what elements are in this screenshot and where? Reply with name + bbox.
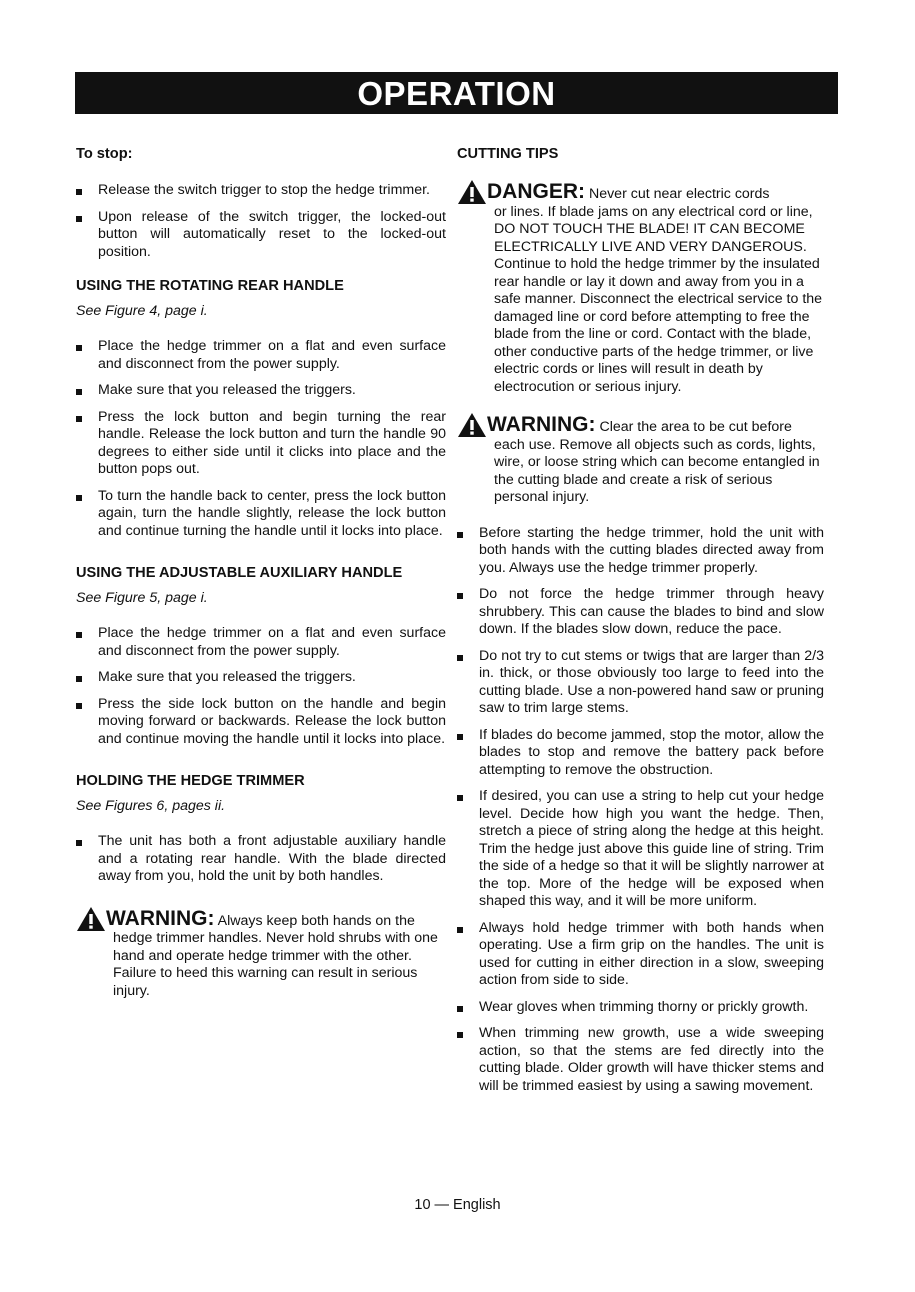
list-item: If desired, you can use a string to help cut your hedge level. Decide how high you want the hedge. Then, stretch a piece of string along the hedge at this height. Trim the hedge just above this guide line of string. Trim the side of a hedge so that it will be slightly narrower at the top. More of the hedge will be exposed when shaped this way, and it will be more uniform. bbox=[457, 788, 824, 911]
list-item: Place the hedge trimmer on a flat and even surface and disconnect from the power supply. bbox=[76, 338, 446, 373]
danger-keyword: DANGER: bbox=[487, 180, 585, 203]
list-item: When trimming new growth, use a wide sweeping action, so that the stems are fed directly into the cutting blade. Older growth will have thicker stems and will be trimmed easiest by using a sawing movement. bbox=[457, 1025, 824, 1095]
list-item: Release the switch trigger to stop the hedge trimmer. bbox=[76, 182, 446, 200]
warning-triangle-icon bbox=[457, 412, 487, 438]
list-item: Press the lock button and begin turning the rear handle. Release the lock button and turn the handle 90 degrees to either side until it clicks into place and the button pops out. bbox=[76, 409, 446, 479]
list-item: Make sure that you released the triggers. bbox=[76, 382, 446, 400]
warning-text-first: Always keep both hands on the bbox=[217, 912, 415, 929]
cutting-tips-list bbox=[457, 525, 824, 1096]
holding-list bbox=[76, 833, 446, 886]
page-footer: 10 — English bbox=[414, 1197, 501, 1213]
holding-figure-ref: See Figures 6, pages ii. bbox=[76, 798, 226, 814]
list-item: Make sure that you released the triggers. bbox=[76, 669, 446, 687]
warning-text-first: Clear the area to be cut before bbox=[599, 419, 792, 435]
list-item: Do not try to cut stems or twigs that are larger than 2/3 in. thick, or those obviously too large to feed into the cutting blade. Use a non-powered hand saw or pruning saw to trim large stems. bbox=[457, 648, 824, 718]
list-item: To turn the handle back to center, press the lock button again, turn the handle slightly, release the lock button and continue turning the handle until it locks into place. bbox=[76, 488, 446, 541]
list-item: Do not force the hedge trimmer through heavy shrubbery. This can cause the blades to bind and slow down. If the blades slow down, reduce the pace. bbox=[457, 586, 824, 639]
section-banner: OPERATION bbox=[75, 72, 838, 114]
right-column bbox=[457, 145, 824, 1095]
holding-heading: HOLDING THE HEDGE TRIMMER bbox=[76, 773, 305, 789]
list-item: Wear gloves when trimming thorny or prickly growth. bbox=[457, 999, 824, 1017]
warning-block bbox=[76, 908, 446, 1001]
left-column bbox=[76, 145, 446, 1000]
list-item: Upon release of the switch trigger, the locked-out button will automatically reset to the locked-out position. bbox=[76, 209, 446, 262]
warning-text: each use. Remove all objects such as cords, lights, wire, or loose string which can become entangled in the cutting blade and create a risk of serious personal injury. bbox=[494, 436, 820, 505]
aux-handle-figure-ref: See Figure 5, page i. bbox=[76, 590, 208, 606]
danger-text-first: Never cut near electric cords bbox=[588, 186, 770, 202]
rear-handle-list bbox=[76, 338, 446, 540]
danger-text: or lines. If blade jams on any electrical cord or line, DO NOT TOUCH THE BLADE! IT CAN BECOME ELECTRICALLY LIVE AND VERY DANGEROUS. Continue to hold the hedge trimmer by the insulated rear handle or lay it down and away from you in a safe manner. Disconnect the electrical service to the damaged line or cord before attempting to free the blade from the line or cord. Contact with the blade, other conductive parts of the hedge trimmer, or live electric cords or lines will result in death by electrocution or serious injury. bbox=[494, 203, 823, 395]
warning-triangle-icon bbox=[457, 179, 487, 205]
list-item: Before starting the hedge trimmer, hold the unit with both hands with the cutting blades directed away from you. Always use the hedge trimmer properly. bbox=[457, 525, 824, 578]
list-item: If blades do become jammed, stop the motor, allow the blades to stop and remove the battery pack before attempting to remove the obstruction. bbox=[457, 727, 824, 780]
list-item: Place the hedge trimmer on a flat and even surface and disconnect from the power supply. bbox=[76, 625, 446, 660]
list-item: Always hold hedge trimmer with both hands when operating. Use a firm grip on the handles. The unit is used for cutting in either direction in a slow, sweeping action from side to side. bbox=[457, 920, 824, 990]
rear-handle-figure-ref: See Figure 4, page i. bbox=[76, 303, 208, 319]
danger-block bbox=[457, 181, 824, 396]
stop-heading: To stop: bbox=[76, 146, 133, 162]
warning-text: hedge trimmer handles. Never hold shrubs with one hand and operate hedge trimmer with the other. Failure to heed this warning can result in serious injury. bbox=[113, 930, 438, 999]
warning-keyword: WARNING: bbox=[106, 906, 215, 930]
rear-handle-heading: USING THE ROTATING REAR HANDLE bbox=[76, 278, 344, 294]
list-item: Press the side lock button on the handle and begin moving forward or backwards. Release the lock button and continue moving the handle until it locks into place. bbox=[76, 696, 446, 749]
aux-handle-heading: USING THE ADJUSTABLE AUXILIARY HANDLE bbox=[76, 565, 403, 581]
cutting-tips-heading: CUTTING TIPS bbox=[457, 146, 559, 162]
warning-block bbox=[457, 414, 824, 507]
aux-handle-list bbox=[76, 625, 446, 748]
stop-list bbox=[76, 182, 446, 261]
warning-keyword: WARNING: bbox=[487, 413, 596, 436]
list-item: The unit has both a front adjustable auxiliary handle and a rotating rear handle. With the blade directed away from you, hold the unit by both handles. bbox=[76, 833, 446, 886]
warning-triangle-icon bbox=[76, 906, 106, 932]
